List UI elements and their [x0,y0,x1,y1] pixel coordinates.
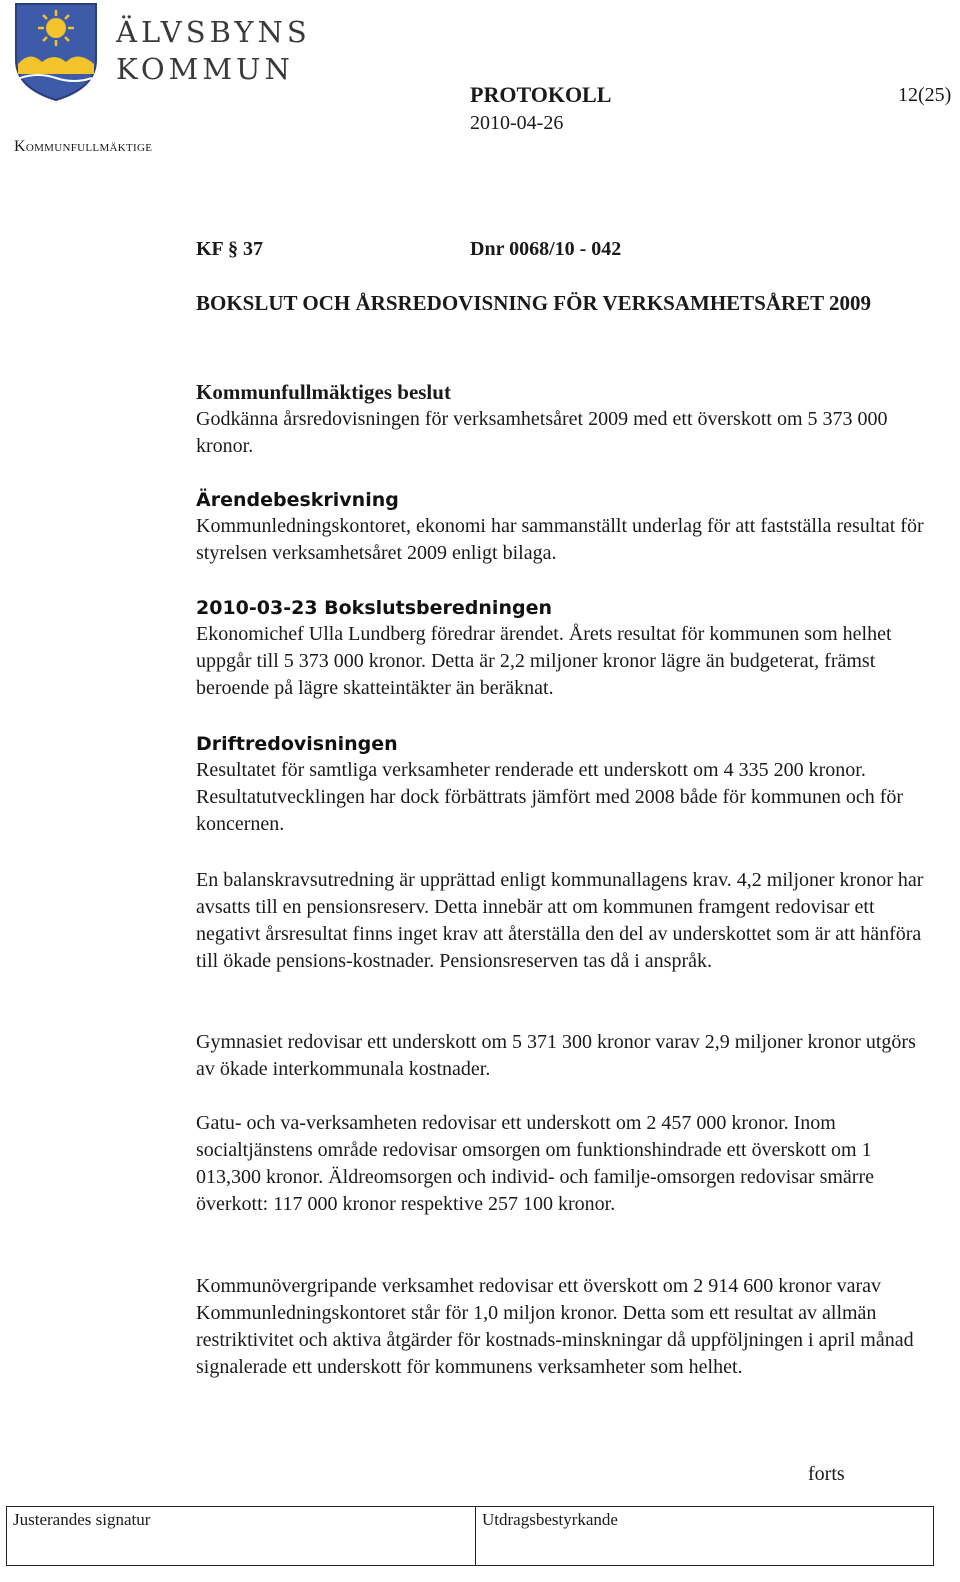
municipal-coat-of-arms-icon [14,2,98,107]
gatu-text: Gatu- och va-verksamheten redovisar ett underskott om 2 457 000 kronor. Inom socialtjänstens område redovisar omsorgen om funktionshindrade ett överskott om 1 013,300 kronor. Äldreomsorgen och individ- och familje-omsorgen redovisar smärre överkott: 117 000 kronor respektive 257 100 kronor. [196,1112,874,1215]
beredning-heading: 2010-03-23 Bokslutsberedningen [196,597,552,619]
document-date: 2010-04-26 [470,112,564,134]
kommun-paragraph [196,1273,936,1381]
continued-label: forts [808,1463,845,1485]
beredning-text: Ekonomichef Ulla Lundberg föredrar ärendet. Årets resultat för kommunen som helhet uppgår till 5 373 000 kronor. Detta är 2,2 miljoner kronor lägre än budgeterat, främst beroende på lägre skatteintäkter än beräknat. [196,623,892,699]
adjuster-signature-field: Justerandes signatur [7,1507,476,1565]
extract-certification-field: Utdragsbestyrkande [482,1510,618,1529]
gymnasiet-paragraph [196,1029,936,1083]
balance-paragraph [196,867,936,975]
municipality-name-line2: KOMMUN [116,52,294,86]
drift-text: Resultatet för samtliga verksamheter renderade ett underskott om 4 335 200 kronor. Resultatutvecklingen har dock förbättrats jämfört med 2008 både för kommunen och för koncernen. [196,759,904,835]
drift-heading: Driftredovisningen [196,733,398,755]
municipality-name-line1: ÄLVSBYNS [116,15,311,49]
balance-text: En balanskravsutredning är upprättad enligt kommunallagens krav. 4,2 miljoner kronor har avsatts till en pensionsreserv. Detta innebär att om kommunen framgent redovisar ett negativt årsresultat finns inget krav att återställa den del av underskottet som är att hänföra till ökade pensions-kostnader. Pensionsreserven tas då i anspråk. [196,869,924,972]
description-heading: Ärendebeskrivning [196,489,399,511]
decision-section [196,379,936,460]
beredning-section [196,595,936,702]
decision-text: Godkänna årsredovisningen för verksamhetsåret 2009 med ett överskott om 5 373 000 kronor. [196,408,888,457]
decision-heading: Kommunfullmäktiges beslut [196,380,451,404]
description-section [196,487,936,567]
gatu-paragraph [196,1110,936,1218]
department-label: Kommunfullmäktige [14,138,153,155]
case-title: BOKSLUT OCH ÅRSREDOVISNING FÖR VERKSAMHETSÅRET 2009 [196,291,872,315]
gymnasiet-text: Gymnasiet redovisar ett underskott om 5 371 300 kronor varav 2,9 miljoner kronor utgörs av ökade interkommunala kostnader. [196,1031,916,1080]
signature-box [6,1506,934,1566]
registration-number: Dnr 0068/10 - 042 [470,238,622,260]
page-number: 12(25) [898,84,952,106]
document-type: PROTOKOLL [470,82,612,107]
kommun-text: Kommunövergripande verksamhet redovisar ett överskott om 2 914 600 kronor varav Kommunledningskontoret står för 1,0 miljon kronor. Detta som ett resultat av allmän restriktivitet och aktiva åtgärder för kostnads-minskningar då uppföljningen i april månad signalerade ett underskott för kommunens verksamheter som helhet. [196,1275,914,1378]
paragraph-number: KF § 37 [196,238,264,260]
municipality-name [116,14,311,88]
description-text: Kommunledningskontoret, ekonomi har sammanställt underlag för att fastställa resultat för styrelsen verksamhetsåret 2009 enligt bilaga. [196,515,924,564]
drift-section [196,731,936,838]
